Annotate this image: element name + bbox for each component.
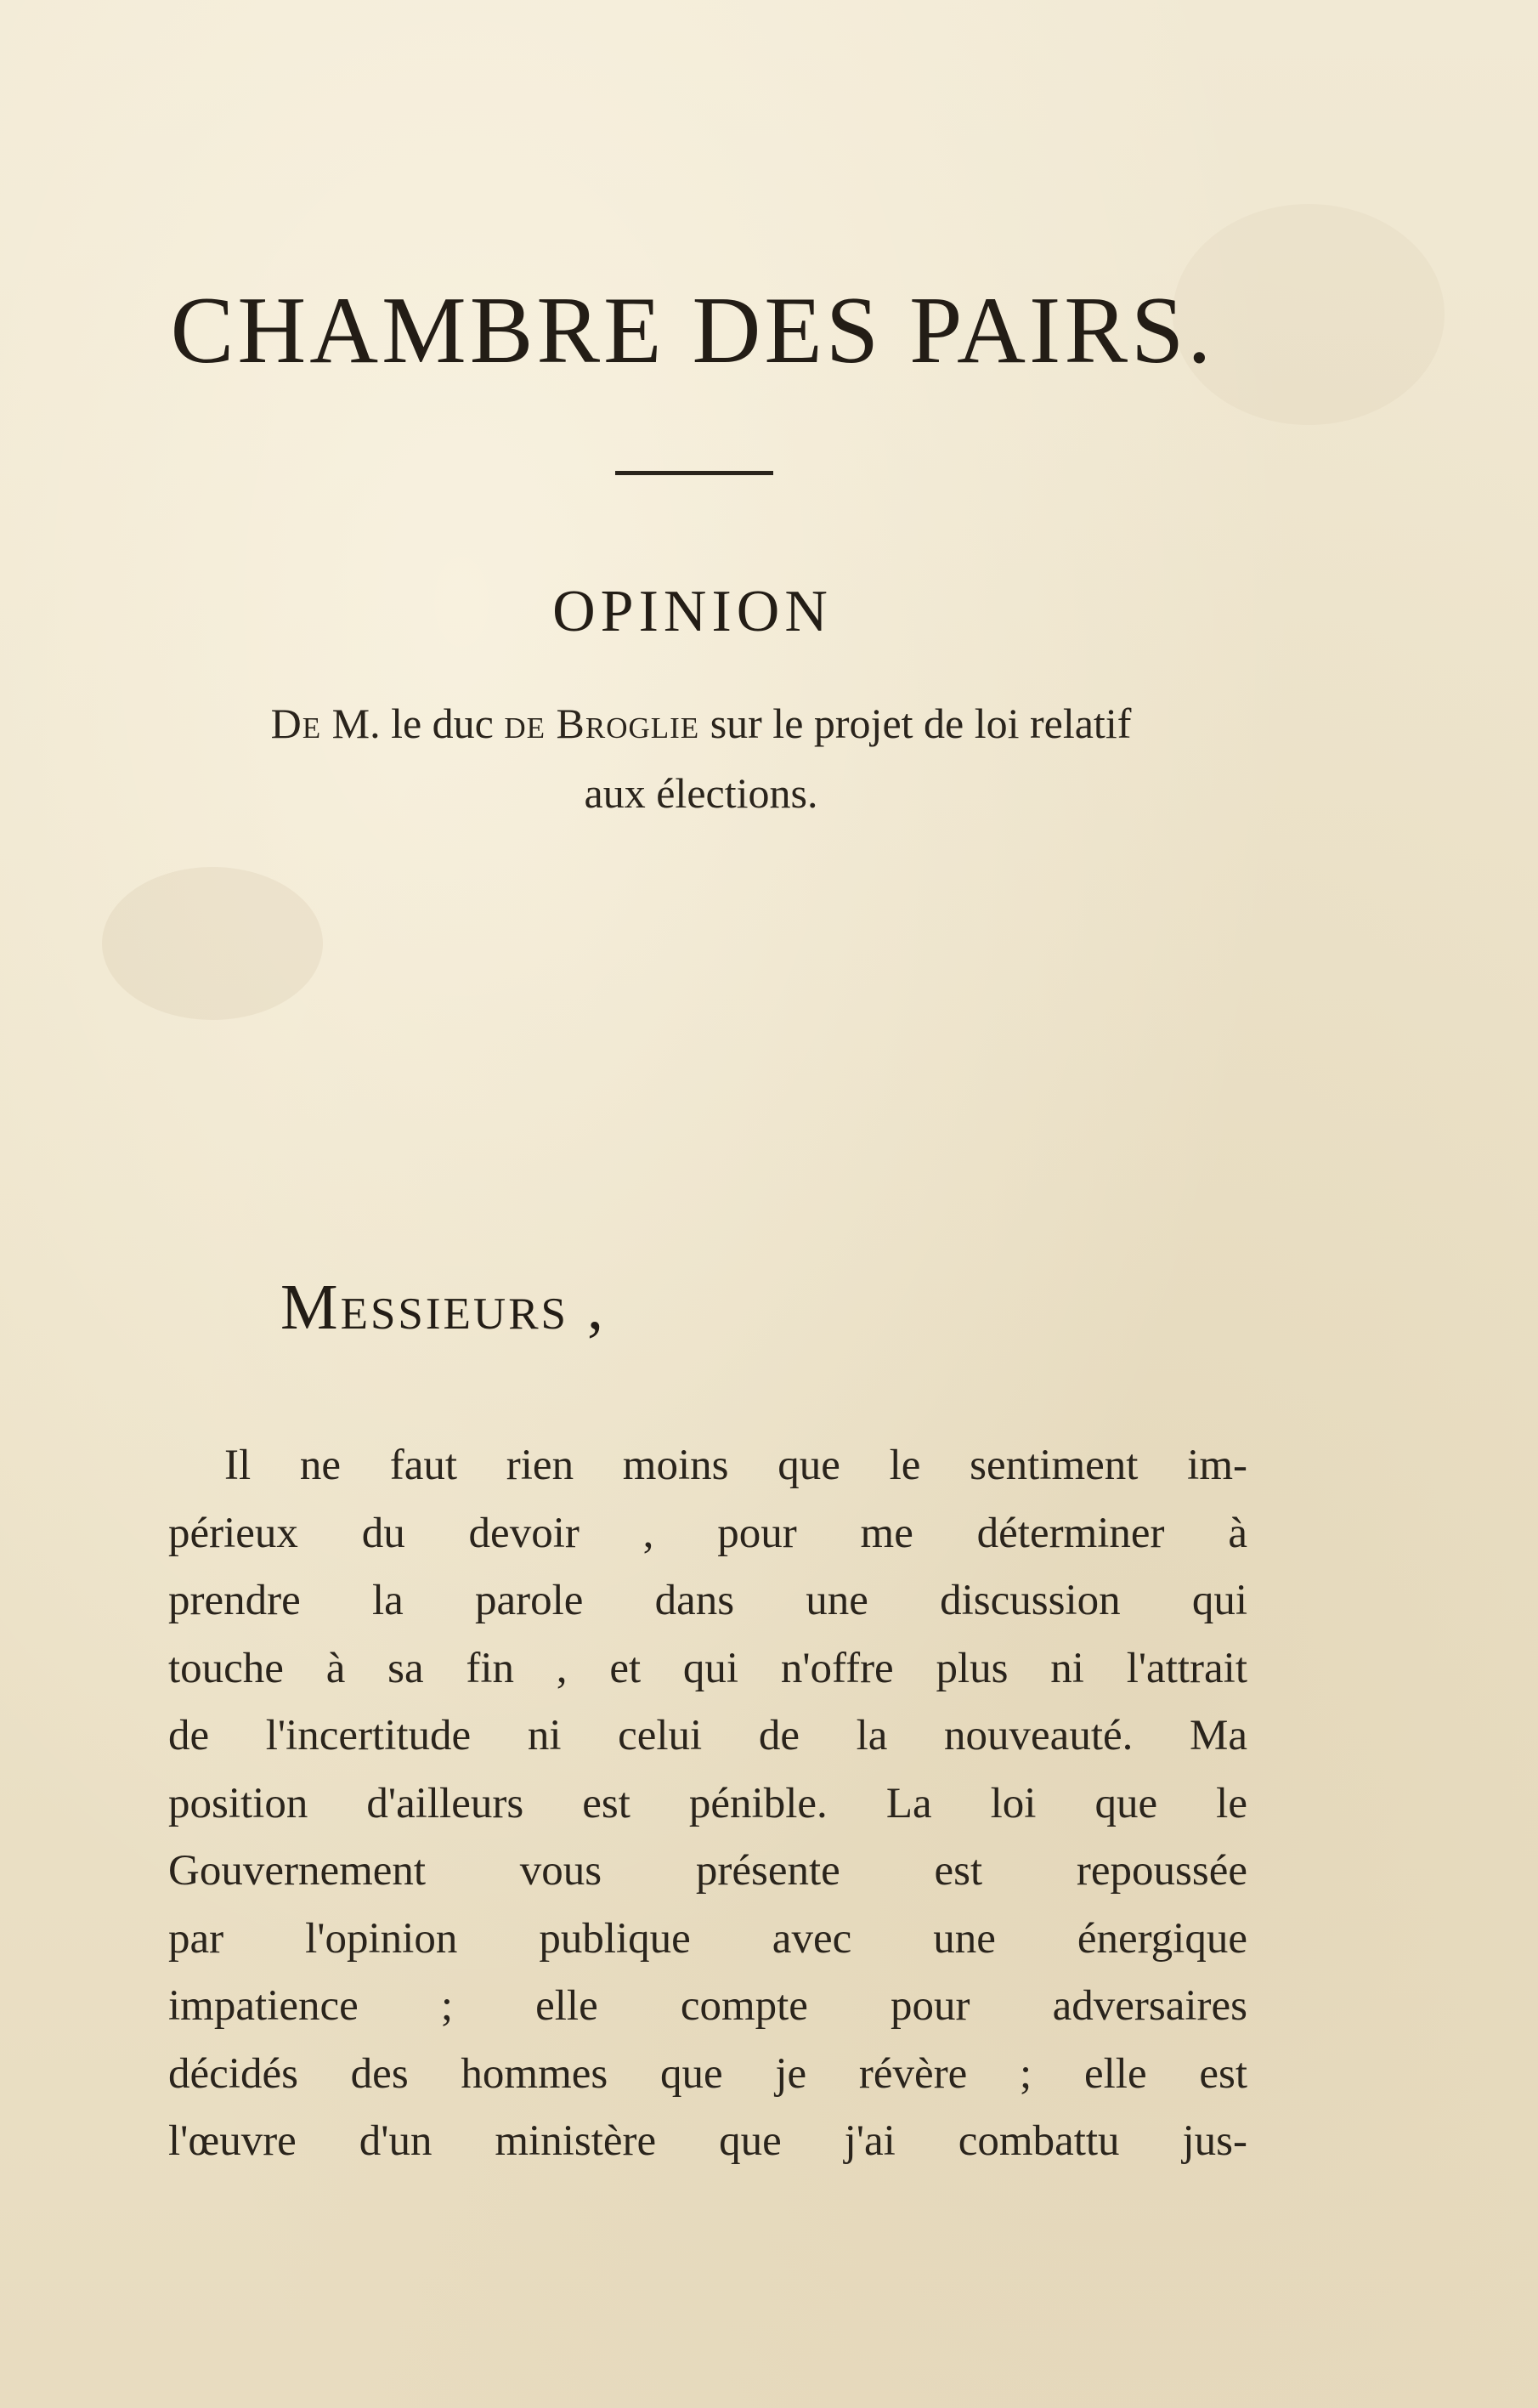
- title-divider: [615, 471, 773, 475]
- body-paragraph: [168, 1432, 1247, 2176]
- body-line: périeux du devoir , pour me déterminer à: [168, 1509, 1247, 1557]
- section-heading: OPINION: [552, 579, 833, 644]
- body-line: par l'opinion publique avec une énergique: [168, 1914, 1247, 1963]
- paper-stain: [102, 867, 323, 1020]
- body-line: Gouvernement vous présente est repoussée: [168, 1847, 1247, 1895]
- body-line: Il ne faut rien moins que le sentiment im-: [224, 1442, 1247, 1489]
- subtitle-rest: sur le projet de loi relatif: [699, 700, 1132, 747]
- body-line: l'œuvre d'un ministère que j'ai combattu jus-: [168, 2117, 1247, 2165]
- subtitle-space: [546, 700, 557, 747]
- subtitle-mid: M. le duc: [321, 700, 505, 747]
- subtitle-line-2: aux élections.: [584, 769, 818, 817]
- body-line: touche à sa fin , et qui n'offre plus ni l'attrait: [168, 1644, 1247, 1692]
- body-line: prendre la parole dans une discussion qui: [168, 1577, 1247, 1624]
- document-subtitle: [153, 688, 1249, 828]
- subtitle-name: Broglie: [556, 700, 700, 747]
- body-line: décidés des hommes que je révère ; elle est: [168, 2049, 1247, 2098]
- salutation: Messieurs ,: [280, 1272, 607, 1343]
- document-title: CHAMBRE DES PAIRS.: [170, 278, 1215, 383]
- body-line: de l'incertitude ni celui de la nouveauté. Ma: [168, 1712, 1247, 1759]
- subtitle-de-particle: de: [504, 700, 546, 747]
- body-line: position d'ailleurs est pénible. La loi que le: [168, 1779, 1247, 1827]
- subtitle-de: De: [270, 700, 322, 747]
- body-line: impatience ; elle compte pour adversaires: [168, 1982, 1247, 2030]
